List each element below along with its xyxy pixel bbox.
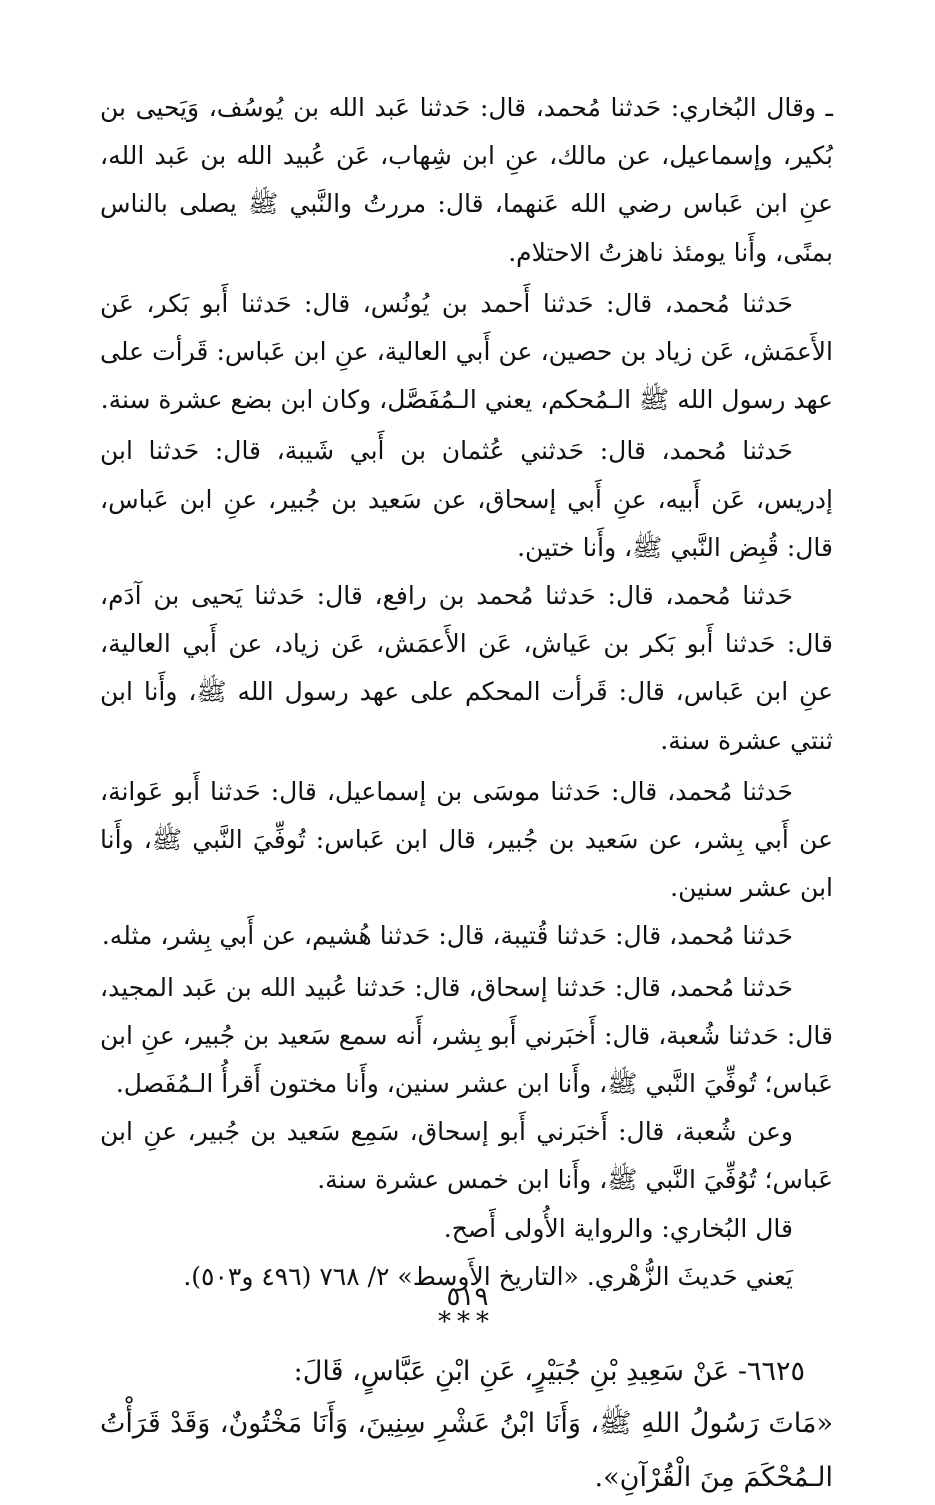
paragraph-bukhari-verdict: قال البُخاري: والرواية الأُولى أَصح. bbox=[443, 1213, 793, 1243]
paragraph-muhammad-ibn-rafi: حَدثنا مُحمد، قال: حَدثنا مُحمد بن رافع، قال: حَدثنا يَحيى بن آدَم، قال: حَدثنا أَبو بَكر بن عَياش، عَن الأَعمَش، عَن زياد، عن أَبي العالية، عنِ ابن عَباس، قال: قَرأت المحكم على عهد رسول الله ﷺ، وأَنا ابن ثنتي عشرة سنة. bbox=[100, 581, 833, 755]
page-number: ٥١٩ bbox=[446, 1282, 489, 1312]
paragraph-citation: يَعني حَديثَ الزُّهْري. «التاريخ الأَوسط» ٢/ ٧٦٨ (٤٩٦ و٥٠٣). bbox=[183, 1261, 793, 1291]
hadith-text: «مَاتَ رَسُولُ اللهِ ﷺ، وَأَنَا ابْنُ عَشْرِ سِنِينَ، وَأَنَا مَخْتُونٌ، وَقَدْ قَرَأْتُ الـمُحْكَمَ مِنَ الْقُرْآنِ». bbox=[100, 1408, 833, 1494]
hadith-heading: ٦٦٢٥- عَنْ سَعِيدِ بْنِ جُبَيْرٍ، عَنِ ابْنِ عَبَّاسٍ، قَالَ: bbox=[293, 1356, 805, 1388]
paragraph-qutayba: حَدثنا مُحمد، قال: حَدثنا قُتيبة، قال: حَدثنا هُشيم، عن أَبي بِشر، مثله. bbox=[101, 921, 793, 951]
paragraph-uthman-ibn-abi-shayba: حَدثنا مُحمد، قال: حَدثني عُثمان بن أَبي شَيبة، قال: حَدثنا ابن إدريس، عَن أَبيه، عنِ أَبي إسحاق، عن سَعيد بن جُبير، عنِ ابن عَباس، قال: قُبِض النَّبي ﷺ، وأَنا ختين. bbox=[100, 436, 833, 562]
paragraph-musa-ibn-ismail: حَدثنا مُحمد، قال: حَدثنا موسَى بن إسماعيل، قال: حَدثنا أَبو عَوانة، عن أَبي بِشر، عن سَعيد بن جُبير، قال ابن عَباس: تُوفِّيَ النَّبي ﷺ، وأَنا ابن عشر سنين. bbox=[100, 776, 833, 903]
paragraph-bukhari-intro: ـ وقال البُخاري: حَدثنا مُحمد، قال: حَدثنا عَبد الله بن يُوسُف، وَيَحيى بن بُكير، وإسماعيل، عن مالك، عنِ ابن شِهاب، عَن عُبيد الله بن عَبد الله، عنِ ابن عَباس رضي الله عَنهما، قال: مررتُ والنَّبي ﷺ يصلى بالناس بمنًى، وأَنا يومئذ ناهزتُ الاحتلام. bbox=[100, 93, 833, 267]
paragraph-shuba: وعن شُعبة، قال: أَخبَرني أَبو إسحاق، سَمِع سَعيد بن جُبير، عنِ ابن عَباس؛ تُوُفِّيَ النَّبي ﷺ، وأَنا ابن خمس عشرة سنة. bbox=[100, 1117, 833, 1195]
section-separator: *** bbox=[438, 1307, 495, 1338]
paragraph-ishaq: حَدثنا مُحمد، قال: حَدثنا إسحاق، قال: حَدثنا عُبيد الله بن عَبد المجيد، قال: حَدثنا شُعبة، قال: أَخبَرني أَبو بِشر، أَنه سمع سَعيد بن جُبير، عنِ ابن عَباس؛ تُوفِّيَ النَّبي ﷺ، وأَنا ابن عشر سنين، وأَنا مختون أَقرأُ الـمُفَصل. bbox=[100, 972, 833, 1099]
paragraph-ahmad-ibn-yunus: حَدثنا مُحمد، قال: حَدثنا أَحمد بن يُونُس، قال: حَدثنا أَبو بَكر، عَن الأَعمَش، عَن زياد بن حصين، عن أَبي العالية، عنِ ابن عَباس: قَرأت على عهد رسول الله ﷺ الـمُحكم، يعني الـمُفَصَّل، وكان ابن بضع عشرة سنة. bbox=[100, 288, 833, 415]
